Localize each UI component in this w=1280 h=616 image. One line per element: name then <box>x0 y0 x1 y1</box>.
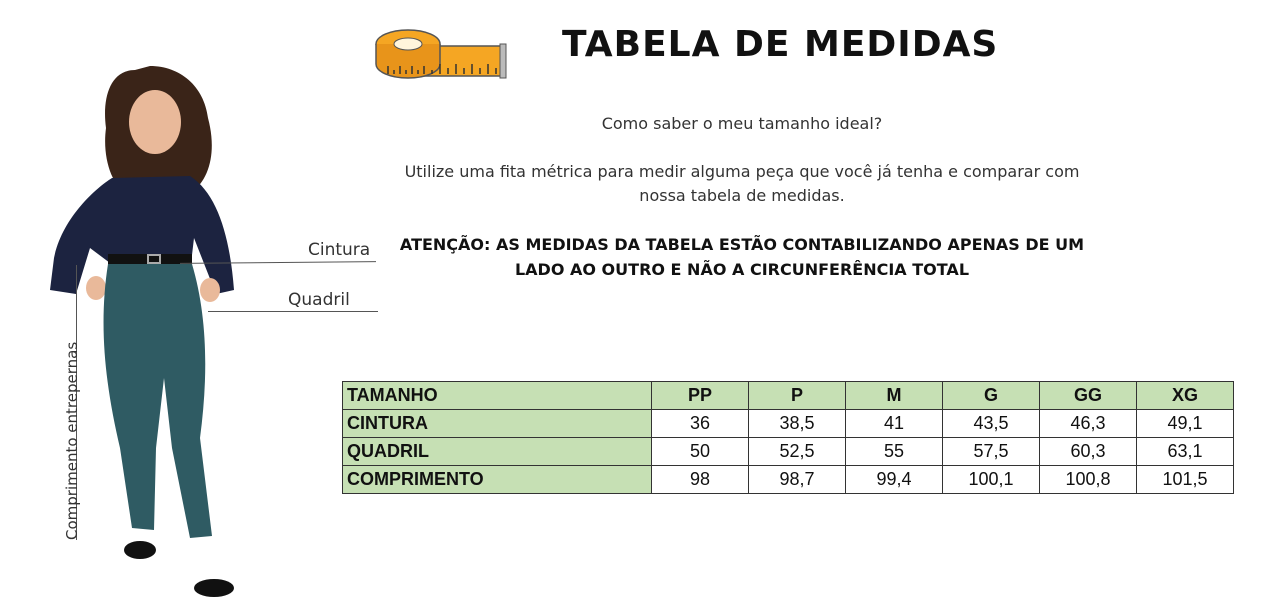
table-header-label: TAMANHO <box>343 382 652 410</box>
table-cell: 43,5 <box>943 410 1040 438</box>
table-cell: 99,4 <box>846 466 943 494</box>
size-header: G <box>943 382 1040 410</box>
row-label: QUADRIL <box>343 438 652 466</box>
table-cell: 50 <box>652 438 749 466</box>
table-cell: 100,1 <box>943 466 1040 494</box>
table-cell: 101,5 <box>1137 466 1234 494</box>
table-cell: 63,1 <box>1137 438 1234 466</box>
table-cell: 52,5 <box>749 438 846 466</box>
waist-label: Cintura <box>308 240 371 260</box>
table-cell: 36 <box>652 410 749 438</box>
size-header: GG <box>1040 382 1137 410</box>
page-title: TABELA DE MEDIDAS <box>562 24 999 65</box>
size-header: PP <box>652 382 749 410</box>
table-row <box>343 438 1234 466</box>
table-cell: 38,5 <box>749 410 846 438</box>
row-label: COMPRIMENTO <box>343 466 652 494</box>
hip-label: Quadril <box>288 290 350 310</box>
size-header: P <box>749 382 846 410</box>
table-row <box>343 410 1234 438</box>
table-cell: 41 <box>846 410 943 438</box>
intro-instruction: Utilize uma fita métrica para medir alguma peça que você já tenha e comparar com nossa tabela de medidas. <box>404 162 1080 205</box>
inseam-label: Comprimento entrepernas <box>63 341 81 540</box>
table-cell: 57,5 <box>943 438 1040 466</box>
measuring-tape-icon <box>374 16 508 80</box>
intro-question: Como saber o meu tamanho ideal? <box>601 114 883 133</box>
table-cell: 98 <box>652 466 749 494</box>
table-cell: 98,7 <box>749 466 846 494</box>
hip-measure-line <box>208 311 378 312</box>
table-cell: 55 <box>846 438 943 466</box>
size-header: M <box>846 382 943 410</box>
size-header: XG <box>1137 382 1234 410</box>
size-table <box>342 381 1234 494</box>
table-cell: 49,1 <box>1137 410 1234 438</box>
warning-text: ATENÇÃO: AS MEDIDAS DA TABELA ESTÃO CONTABILIZANDO APENAS DE UM LADO AO OUTRO E NÃO A CIRCUNFERÊNCIA TOTAL <box>399 235 1085 279</box>
table-row <box>343 466 1234 494</box>
row-label: CINTURA <box>343 410 652 438</box>
table-cell: 60,3 <box>1040 438 1137 466</box>
table-cell: 100,8 <box>1040 466 1137 494</box>
table-header-row <box>343 382 1234 410</box>
table-cell: 46,3 <box>1040 410 1137 438</box>
